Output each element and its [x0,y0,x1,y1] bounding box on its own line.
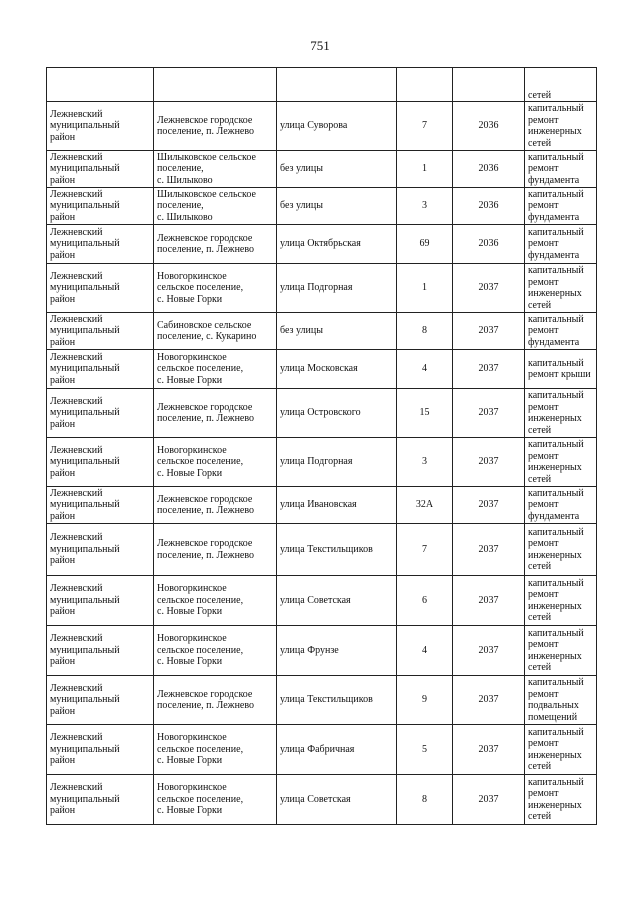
year-text: 2036 [478,120,499,132]
house-cell [397,626,453,676]
house-text: 8 [422,325,427,337]
work-text: капитальный ремонт фундамента [528,487,584,522]
settlement-text: Лежневское городское поселение, п. Лежнево [157,401,255,424]
settlement-cell [154,626,277,676]
table-row [47,102,597,151]
street-cell [277,389,397,438]
house-text: 9 [422,694,427,706]
house-text: 4 [422,363,427,375]
year-text: 2037 [478,363,499,375]
table-row [47,151,597,188]
settlement-cell [154,350,277,389]
work-cell [525,487,597,524]
settlement-text: Новогоркинское сельское поселение, с. Новые Горки [157,351,244,386]
settlement-cell [154,576,277,626]
district-cell [47,487,154,524]
year-text: 2037 [478,325,499,337]
work-text: капитальный ремонт фундамента [528,313,584,348]
year-text: 2037 [478,644,499,656]
year-cell [453,626,525,676]
year-cell [453,775,525,825]
house-cell [397,524,453,576]
work-cell [525,524,597,576]
district-cell [47,68,154,102]
house-text: 69 [419,238,430,250]
work-text: капитальный ремонт инженерных сетей [528,577,584,623]
work-text: капитальный ремонт инженерных сетей [528,265,584,311]
work-cell [525,576,597,626]
street-cell [277,188,397,225]
settlement-text: Новогоркинское сельское поселение, с. Новые Горки [157,270,244,305]
table-row [47,389,597,438]
settlement-cell [154,389,277,438]
house-cell [397,725,453,775]
street-text: без улицы [280,163,323,175]
house-text: 6 [422,594,427,606]
house-cell [397,225,453,264]
street-cell [277,102,397,151]
settlement-text: Новогоркинское сельское поселение, с. Новые Горки [157,633,244,668]
work-cell [525,389,597,438]
year-cell [453,676,525,725]
district-text: Лежневский муниципальный район [50,188,120,223]
street-cell [277,151,397,188]
street-cell [277,313,397,350]
settlement-cell [154,225,277,264]
district-cell [47,438,154,487]
settlement-text: Новогоркинское сельское поселение, с. Новые Горки [157,732,244,767]
work-cell [525,102,597,151]
settlement-cell [154,775,277,825]
house-text: 15 [419,407,430,419]
street-cell [277,350,397,389]
year-text: 2037 [478,499,499,511]
house-cell [397,68,453,102]
year-text: 2037 [478,694,499,706]
settlement-cell [154,264,277,313]
housing-repair-table [46,67,597,825]
work-text: капитальный ремонт инженерных сетей [528,439,584,485]
district-text: Лежневский муниципальный район [50,270,120,305]
settlement-cell [154,151,277,188]
settlement-text: Лежневское городское поселение, п. Лежнево [157,538,255,561]
year-text: 2036 [478,163,499,175]
work-cell [525,438,597,487]
year-cell [453,576,525,626]
district-cell [47,264,154,313]
work-cell [525,225,597,264]
work-cell [525,725,597,775]
house-text: 4 [422,644,427,656]
district-text: Лежневский муниципальный район [50,782,120,817]
year-cell [453,725,525,775]
house-cell [397,102,453,151]
work-text: капитальный ремонт инженерных сетей [528,103,584,149]
district-text: Лежневский муниципальный район [50,313,120,348]
settlement-text: Шилыковское сельское поселение, с. Шилыково [157,188,256,223]
street-cell [277,775,397,825]
street-cell [277,68,397,102]
year-text: 2037 [478,282,499,294]
settlement-text: Шилыковское сельское поселение, с. Шилыково [157,151,256,186]
district-text: Лежневский муниципальный район [50,444,120,479]
house-cell [397,438,453,487]
house-text: 7 [422,120,427,132]
table-row [47,725,597,775]
table-row [47,438,597,487]
street-cell [277,676,397,725]
street-cell [277,487,397,524]
house-text: 32А [415,499,434,511]
work-text: капитальный ремонт подвальных помещений [528,677,584,723]
year-text: 2037 [478,456,499,468]
table-body [47,68,597,825]
work-cell [525,676,597,725]
district-cell [47,676,154,725]
street-text: без улицы [280,325,323,337]
street-text: улица Текстильщиков [280,694,373,706]
street-cell [277,524,397,576]
street-text: улица Фрунзе [280,644,339,656]
work-cell [525,775,597,825]
work-cell [525,188,597,225]
work-cell [525,151,597,188]
year-cell [453,389,525,438]
house-cell [397,350,453,389]
district-cell [47,626,154,676]
house-text: 5 [422,743,427,755]
year-text: 2037 [478,407,499,419]
settlement-text: Новогоркинское сельское поселение, с. Новые Горки [157,583,244,618]
work-cell [525,264,597,313]
work-text: капитальный ремонт инженерных сетей [528,627,584,673]
year-text: 2037 [478,793,499,805]
district-text: Лежневский муниципальный район [50,351,120,386]
work-text: капитальный ремонт фундамента [528,151,584,186]
district-cell [47,389,154,438]
settlement-text: Новогоркинское сельское поселение, с. Новые Горки [157,782,244,817]
district-cell [47,524,154,576]
street-text: улица Подгорная [280,282,353,294]
street-text: улица Фабричная [280,743,355,755]
district-text: Лежневский муниципальный район [50,226,120,261]
year-cell [453,487,525,524]
table-row [47,775,597,825]
street-text: улица Советская [280,793,351,805]
year-cell [453,313,525,350]
work-text: капитальный ремонт фундамента [528,188,584,223]
street-text: без улицы [280,200,323,212]
street-text: улица Ивановская [280,499,357,511]
house-text: 3 [422,456,427,468]
year-cell [453,102,525,151]
table-row [47,350,597,389]
year-cell [453,225,525,264]
table-row [47,264,597,313]
district-text: Лежневский муниципальный район [50,682,120,717]
street-text: улица Островского [280,407,361,419]
work-cell [525,68,597,102]
street-text: улица Октябрьская [280,238,361,250]
street-cell [277,264,397,313]
year-text: 2037 [478,543,499,555]
work-text: капитальный ремонт крыши [528,357,591,380]
district-cell [47,576,154,626]
street-cell [277,626,397,676]
district-cell [47,725,154,775]
district-text: Лежневский муниципальный район [50,633,120,668]
table-row [47,188,597,225]
settlement-cell [154,102,277,151]
house-cell [397,676,453,725]
house-text: 7 [422,543,427,555]
settlement-cell [154,68,277,102]
house-text: 1 [422,163,427,175]
work-cell [525,313,597,350]
year-cell [453,438,525,487]
street-cell [277,576,397,626]
year-text: 2036 [478,238,499,250]
district-text: Лежневский муниципальный район [50,395,120,430]
district-cell [47,188,154,225]
settlement-cell [154,313,277,350]
settlement-text: Лежневское городское поселение, п. Лежнево [157,688,255,711]
table-row [47,487,597,524]
work-text: капитальный ремонт фундамента [528,226,584,261]
settlement-cell [154,725,277,775]
work-cell [525,350,597,389]
house-text: 3 [422,200,427,212]
house-cell [397,313,453,350]
settlement-text: Лежневское городское поселение, п. Лежнево [157,232,255,255]
district-text: Лежневский муниципальный район [50,583,120,618]
year-cell [453,264,525,313]
work-cell [525,626,597,676]
year-cell [453,524,525,576]
settlement-cell [154,524,277,576]
house-cell [397,576,453,626]
work-text: капитальный ремонт инженерных сетей [528,390,584,436]
table-row [47,576,597,626]
settlement-cell [154,188,277,225]
district-cell [47,775,154,825]
table-row [47,225,597,264]
district-cell [47,102,154,151]
district-cell [47,313,154,350]
street-cell [277,725,397,775]
year-text: 2037 [478,594,499,606]
year-cell [453,151,525,188]
year-text: 2036 [478,200,499,212]
street-text: улица Подгорная [280,456,353,468]
house-cell [397,487,453,524]
settlement-text: Сабиновское сельское поселение, с. Кукарино [157,319,257,342]
house-cell [397,151,453,188]
table-row [47,524,597,576]
house-cell [397,188,453,225]
settlement-cell [154,438,277,487]
table-row [47,676,597,725]
work-text: капитальный ремонт инженерных сетей [528,726,584,772]
street-text: улица Суворова [280,120,348,132]
street-text: улица Советская [280,594,351,606]
settlement-text: Лежневское городское поселение, п. Лежнево [157,114,255,137]
district-cell [47,225,154,264]
settlement-cell [154,487,277,524]
district-text: Лежневский муниципальный район [50,487,120,522]
district-text: Лежневский муниципальный район [50,732,120,767]
year-cell [453,68,525,102]
page-number: 751 [310,38,330,53]
settlement-text: Новогоркинское сельское поселение, с. Новые Горки [157,444,244,479]
district-cell [47,350,154,389]
house-cell [397,389,453,438]
street-cell [277,438,397,487]
street-cell [277,225,397,264]
year-cell [453,188,525,225]
year-text: 2037 [478,743,499,755]
work-text: капитальный ремонт инженерных сетей [528,776,584,822]
continuation-row [47,68,597,102]
settlement-text: Лежневское городское поселение, п. Лежнево [157,493,255,516]
house-text: 1 [422,282,427,294]
district-text: Лежневский муниципальный район [50,532,120,567]
house-cell [397,775,453,825]
street-text: улица Текстильщиков [280,543,373,555]
district-text: Лежневский муниципальный район [50,108,120,143]
house-cell [397,264,453,313]
district-text: Лежневский муниципальный район [50,151,120,186]
table-row [47,626,597,676]
street-text: улица Московская [280,363,358,375]
work-text: капитальный ремонт инженерных сетей [528,526,584,572]
house-text: 8 [422,793,427,805]
work-text: сетей [528,89,552,101]
table-row [47,313,597,350]
year-cell [453,350,525,389]
settlement-cell [154,676,277,725]
district-cell [47,151,154,188]
